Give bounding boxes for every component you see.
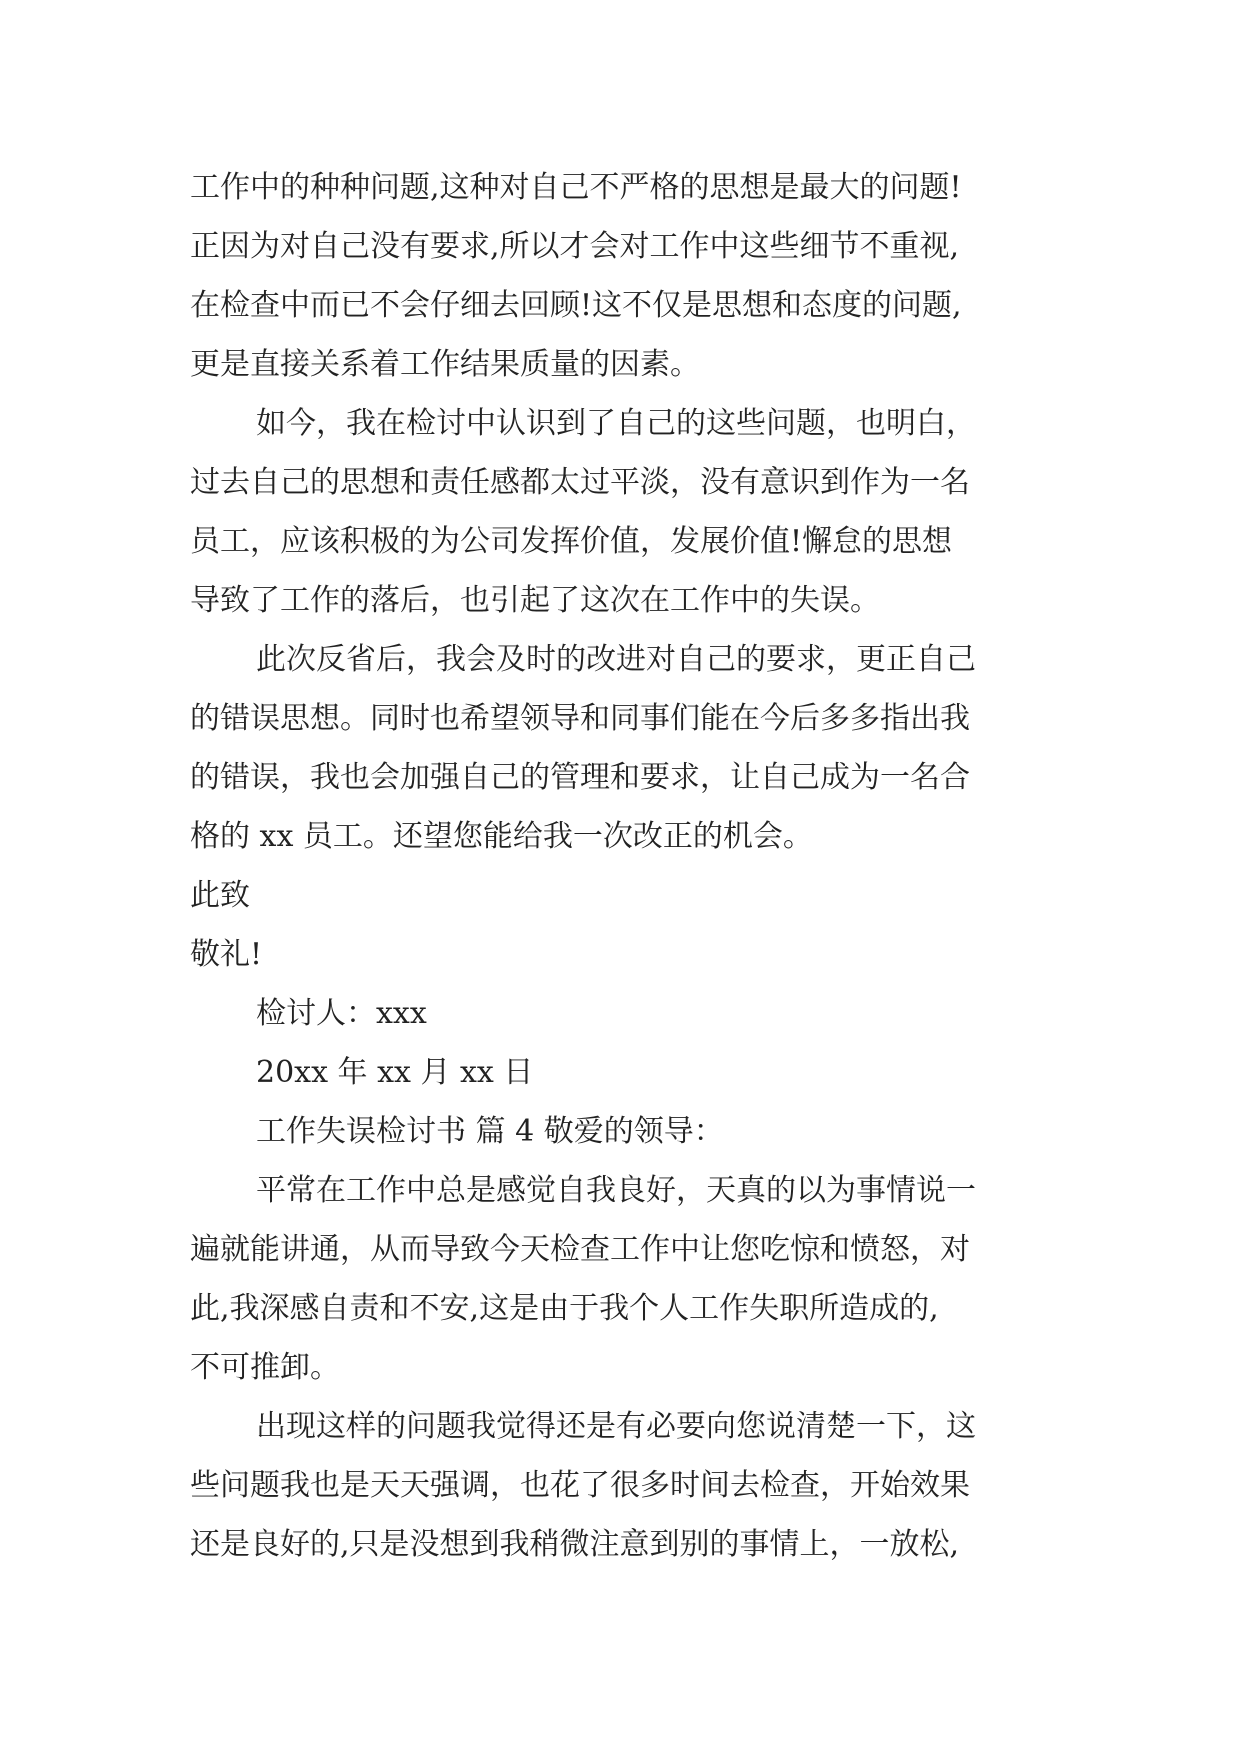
text-line: 更是直接关系着工作结果质量的因素。 <box>190 347 700 382</box>
text-line: 格的 xx 员工。还望您能给我一次改正的机会。 <box>190 819 813 854</box>
text-line: 正因为对自己没有要求,所以才会对工作中这些细节不重视, <box>190 229 960 264</box>
document-body <box>190 158 1090 1574</box>
text-line: 员工，应该积极的为公司发挥价值，发展价值!懈怠的思想 <box>190 524 953 559</box>
text-line: 20xx 年 xx 月 xx 日 <box>256 1055 534 1090</box>
text-line: 敬礼! <box>190 937 263 972</box>
text-line: 过去自己的思想和责任感都太过平淡，没有意识到作为一名 <box>190 465 970 500</box>
text-line: 此致 <box>190 878 250 913</box>
text-line: 遍就能讲通，从而导致今天检查工作中让您吃惊和愤怒，对 <box>190 1232 970 1267</box>
text-line: 工作失误检讨书 篇 4 敬爱的领导： <box>256 1114 724 1149</box>
text-line: 此次反省后，我会及时的改进对自己的要求，更正自己 <box>256 642 976 677</box>
text-line: 出现这样的问题我觉得还是有必要向您说清楚一下，这 <box>256 1409 976 1444</box>
text-line: 检讨人：xxx <box>256 996 427 1031</box>
text-line: 工作中的种种问题,这种对自己不严格的思想是最大的问题! <box>190 170 962 205</box>
text-line: 平常在工作中总是感觉自我良好，天真的以为事情说一 <box>256 1173 976 1208</box>
text-line: 还是良好的,只是没想到我稍微注意到别的事情上，一放松, <box>190 1527 960 1562</box>
text-line: 导致了工作的落后，也引起了这次在工作中的失误。 <box>190 583 880 618</box>
text-line: 不可推卸。 <box>190 1350 340 1385</box>
text-line: 的错误思想。同时也希望领导和同事们能在今后多多指出我 <box>190 701 970 736</box>
text-line: 些问题我也是天天强调，也花了很多时间去检查，开始效果 <box>190 1468 970 1503</box>
text-line: 如今，我在检讨中认识到了自己的这些问题，也明白， <box>256 406 976 441</box>
text-line: 在检查中而已不会仔细去回顾!这不仅是思想和态度的问题, <box>190 288 962 323</box>
text-line: 的错误，我也会加强自己的管理和要求，让自己成为一名合 <box>190 760 970 795</box>
text-line: 此,我深感自责和不安,这是由于我个人工作失职所造成的, <box>190 1291 939 1326</box>
